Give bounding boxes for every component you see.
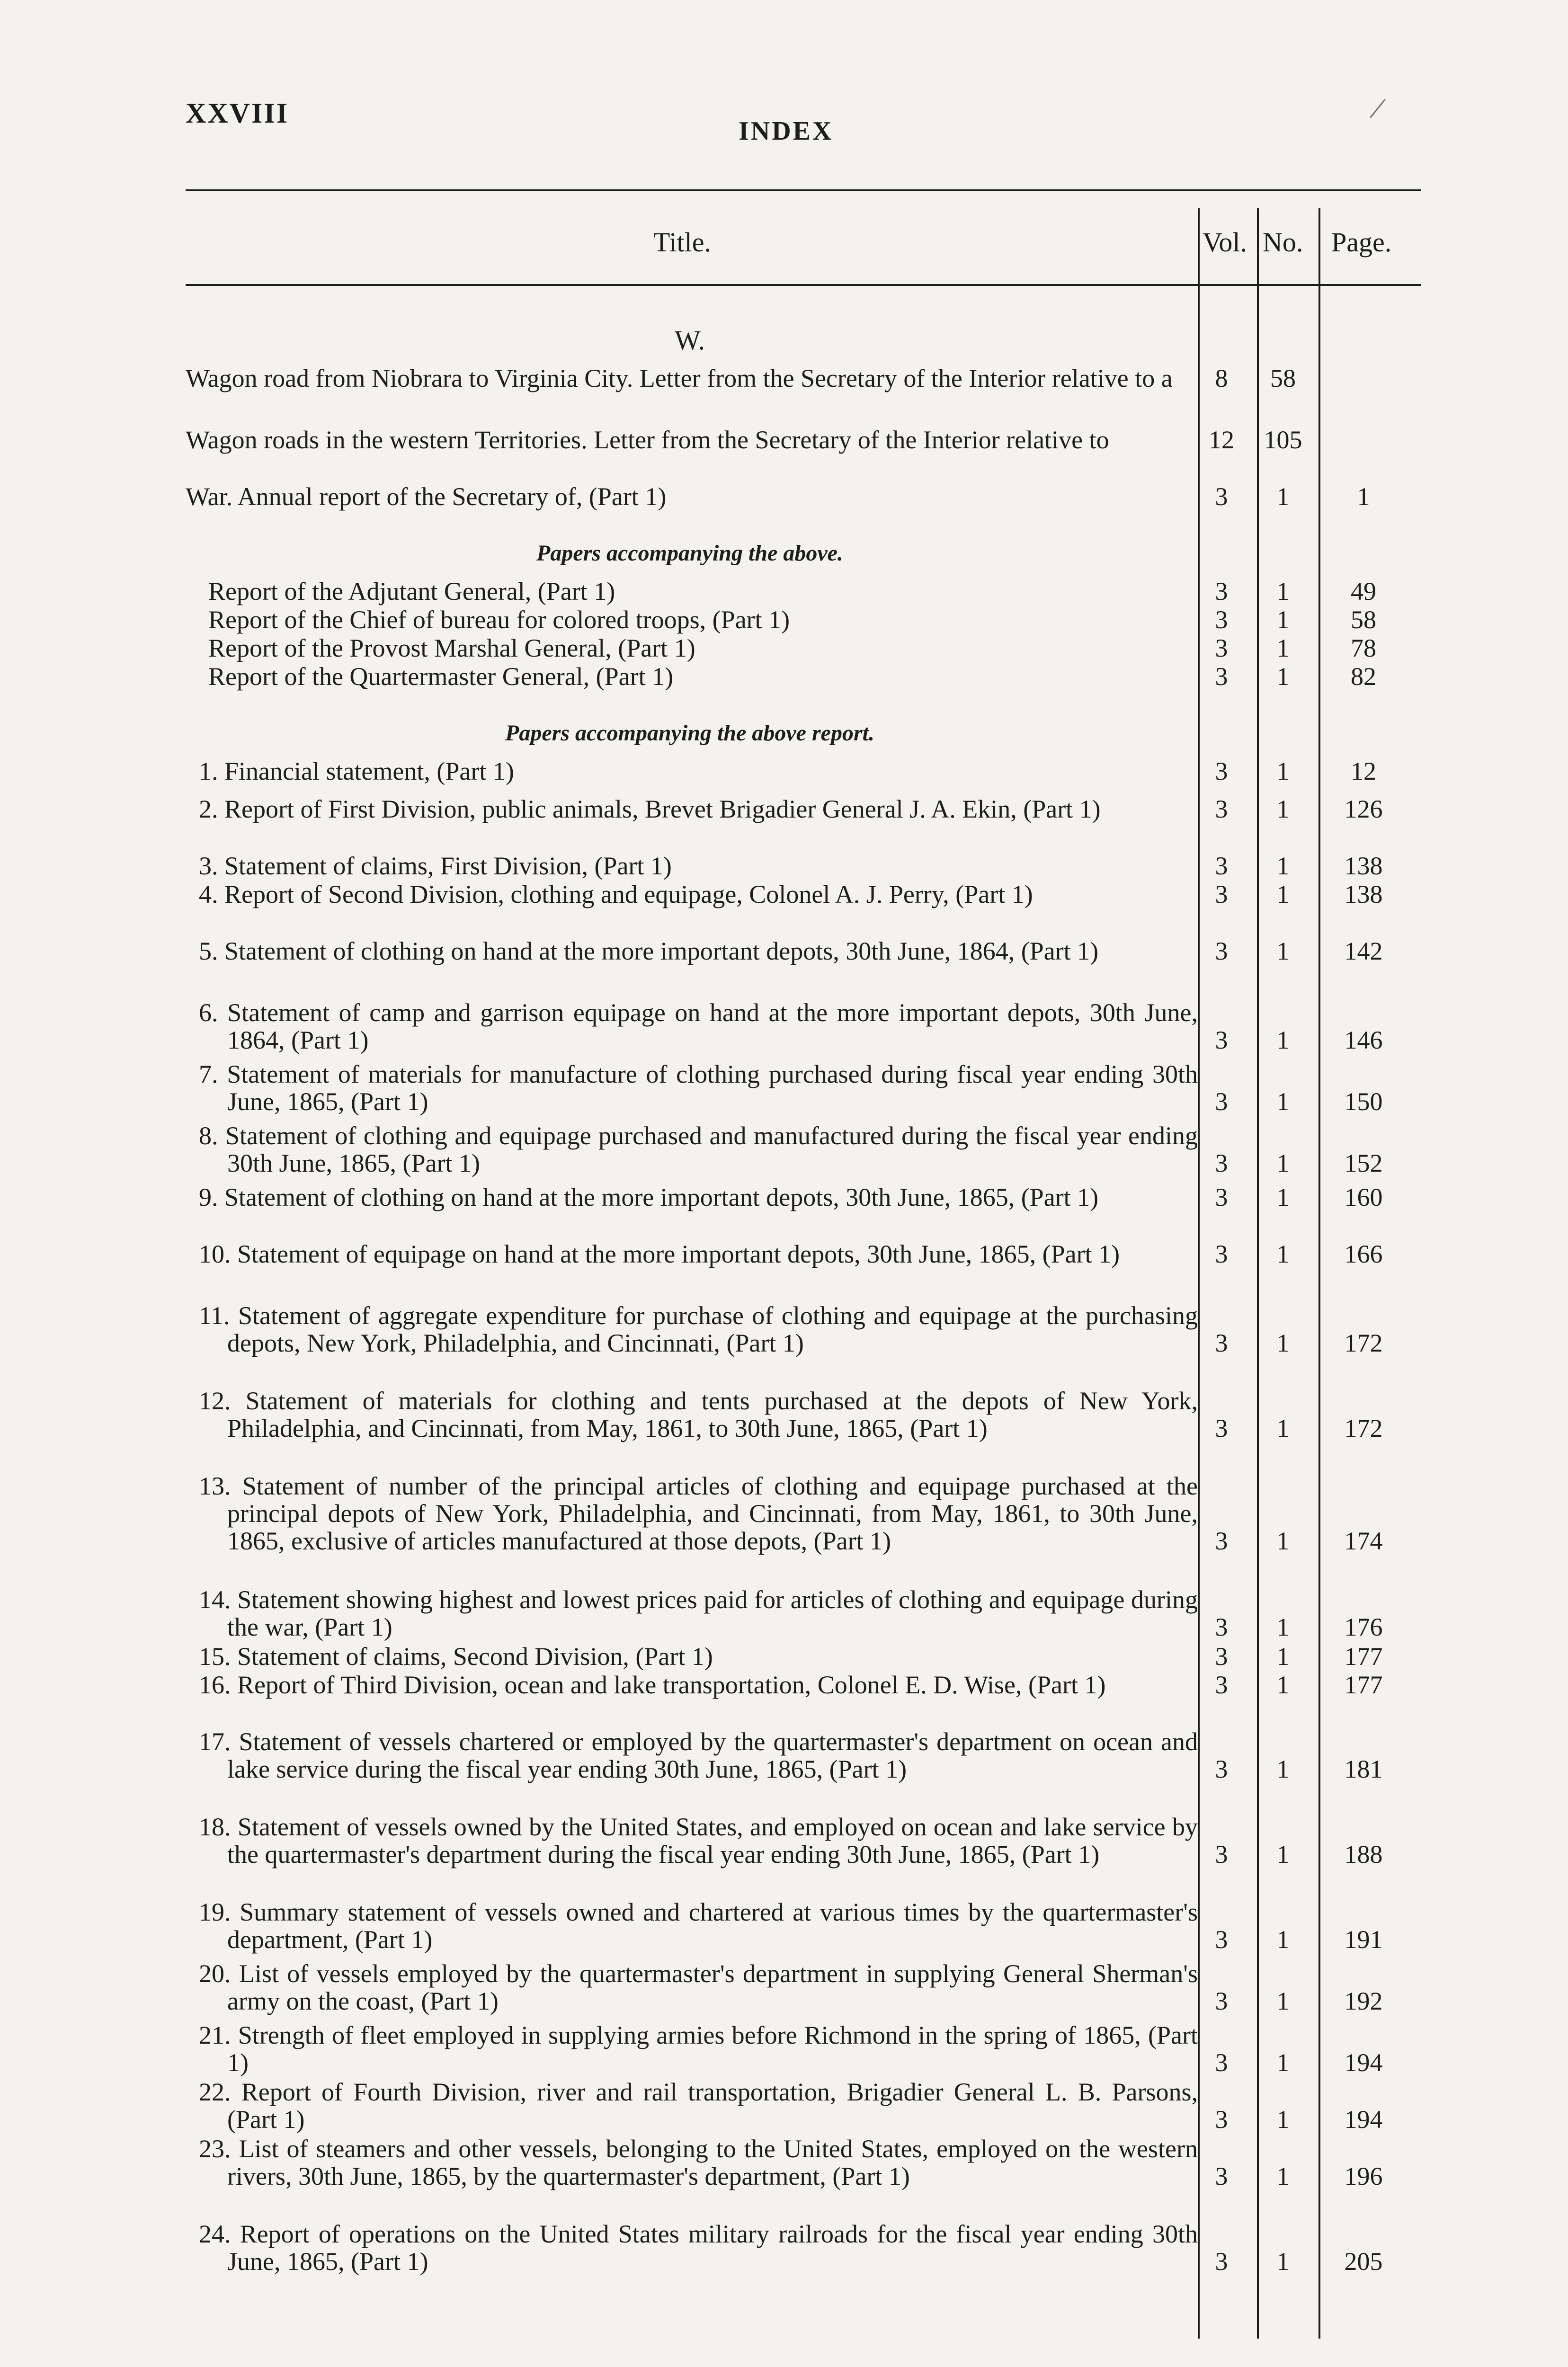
page-number: 150 <box>1344 1087 1383 1116</box>
volume-number: 3 <box>1215 605 1228 634</box>
document-number: 1 <box>1276 1987 1290 2015</box>
entry-title: 24. Report of operations on the United States military railroads for the fiscal year ending 30th June, 1865, (Part 1) <box>199 2220 1198 2276</box>
entry-title: Report of the Provost Marshal General, (Part 1) <box>208 634 695 662</box>
volume-number: 3 <box>1215 1527 1228 1555</box>
volume-number: 3 <box>1215 2048 1228 2077</box>
page-number: 78 <box>1351 634 1376 662</box>
page-number: 176 <box>1344 1613 1383 1641</box>
document-number: 1 <box>1276 757 1290 785</box>
entry-title: 10. Statement of equipage on hand at the more important depots, 30th June, 1865, (Part 1) <box>199 1240 1120 1268</box>
page-number: 172 <box>1344 1329 1383 1357</box>
entry-title: 23. List of steamers and other vessels, belonging to the United States, employed on the western rivers, 30th June, 1865, by the quartermaster's department, (Part 1) <box>199 2135 1198 2190</box>
entry-title: 9. Statement of clothing on hand at the more important depots, 30th June, 1865, (Part 1) <box>199 1183 1099 1211</box>
document-number: 1 <box>1276 880 1290 908</box>
page-number: 192 <box>1344 1987 1383 2015</box>
volume-number: 3 <box>1215 2162 1228 2190</box>
volume-number: 8 <box>1215 364 1228 392</box>
volume-number: 3 <box>1215 795 1228 823</box>
document-number: 1 <box>1276 634 1290 662</box>
volume-number: 3 <box>1215 1925 1228 1954</box>
entry-title: Wagon road from Niobrara to Virginia City. Letter from the Secretary of the Interior relative to a <box>186 364 1173 392</box>
volume-number: 3 <box>1215 482 1228 511</box>
document-number: 1 <box>1276 1671 1290 1699</box>
entry-title: Report of the Chief of bureau for colored troops, (Part 1) <box>208 605 790 634</box>
volume-number: 3 <box>1215 757 1228 785</box>
entry-title: 14. Statement showing highest and lowest prices paid for articles of clothing and equipage during the war, (Part 1) <box>199 1585 1198 1641</box>
heading-text: Papers accompanying the above. <box>536 541 843 566</box>
entry-title: Report of the Adjutant General, (Part 1) <box>208 577 615 605</box>
entry-title: War. Annual report of the Secretary of, (Part 1) <box>186 482 667 511</box>
document-number: 1 <box>1276 1414 1290 1442</box>
page-number: 82 <box>1351 662 1376 691</box>
heading-text: W. <box>675 325 705 356</box>
document-number: 1 <box>1276 852 1290 880</box>
volume-number: 3 <box>1215 852 1228 880</box>
entry-title: 13. Statement of number of the principal articles of clothing and equipage purchased at the principal depots of New York, Philadelphia, and Cincinnati, from May, 1861, to 30th June, 1865, exclusive of articles manufactured at those depots, (Part 1) <box>199 1472 1198 1555</box>
page-number: 166 <box>1344 1240 1383 1268</box>
page-number: 194 <box>1344 2048 1383 2077</box>
page-number: 188 <box>1344 1840 1383 1869</box>
entry-title: 20. List of vessels employed by the quartermaster's department in supplying General Sherman's army on the coast, (Part 1) <box>199 1959 1198 2015</box>
volume-number: 3 <box>1215 577 1228 605</box>
column-header-no: No. <box>1263 227 1303 258</box>
page-number: 205 <box>1344 2247 1383 2276</box>
running-title: INDEX <box>739 116 834 146</box>
document-number: 105 <box>1264 426 1302 454</box>
document-number: 1 <box>1276 1527 1290 1555</box>
page-number: 12 <box>1351 757 1376 785</box>
column-header-page: Page. <box>1331 227 1392 258</box>
entry-title: 21. Strength of fleet employed in supplying armies before Richmond in the spring of 1865, (Part 1) <box>199 2021 1198 2077</box>
document-number: 1 <box>1276 1240 1290 1268</box>
document-number: 1 <box>1276 937 1290 965</box>
vol-column-divider <box>1198 208 1200 2339</box>
margin-mark: / <box>1367 90 1389 128</box>
volume-number: 12 <box>1209 426 1234 454</box>
page-number: 196 <box>1344 2162 1383 2190</box>
document-number: 1 <box>1276 1925 1290 1954</box>
document-number: 1 <box>1276 605 1290 634</box>
document-number: 1 <box>1276 1329 1290 1357</box>
no-column-divider <box>1257 208 1259 2339</box>
volume-number: 3 <box>1215 1613 1228 1641</box>
page-number: 152 <box>1344 1149 1383 1177</box>
page-number: 177 <box>1344 1642 1383 1671</box>
volume-number: 3 <box>1215 1087 1228 1116</box>
volume-number: 3 <box>1215 1642 1228 1671</box>
page-number: 191 <box>1344 1925 1383 1954</box>
document-number: 1 <box>1276 2247 1290 2276</box>
document-number: 1 <box>1276 2048 1290 2077</box>
document-number: 1 <box>1276 577 1290 605</box>
document-number: 1 <box>1276 1026 1290 1054</box>
document-number: 58 <box>1270 364 1296 392</box>
entry-title: 12. Statement of materials for clothing and tents purchased at the depots of New York, Philadelphia, and Cincinnati, from May, 1861, to 30th June, 1865, (Part 1) <box>199 1387 1198 1442</box>
column-header-title: Title. <box>653 227 711 258</box>
entry-title: 11. Statement of aggregate expenditure for purchase of clothing and equipage at the purchasing depots, New York, Philadelphia, and Cincinnati, (Part 1) <box>199 1301 1198 1357</box>
document-number: 1 <box>1276 1755 1290 1783</box>
page-number: 138 <box>1344 880 1383 908</box>
page-number: 160 <box>1344 1183 1383 1211</box>
entry-title: 2. Report of First Division, public animals, Brevet Brigadier General J. A. Ekin, (Part 1) <box>199 795 1101 823</box>
document-number: 1 <box>1276 1642 1290 1671</box>
volume-number: 3 <box>1215 1183 1228 1211</box>
volume-number: 3 <box>1215 880 1228 908</box>
document-number: 1 <box>1276 1183 1290 1211</box>
document-number: 1 <box>1276 1149 1290 1177</box>
document-number: 1 <box>1276 795 1290 823</box>
volume-number: 3 <box>1215 2105 1228 2134</box>
volume-number: 3 <box>1215 634 1228 662</box>
volume-number: 3 <box>1215 1671 1228 1699</box>
entry-title: 18. Statement of vessels owned by the United States, and employed on ocean and lake service by the quartermaster's department during the fiscal year ending 30th June, 1865, (Part 1) <box>199 1813 1198 1869</box>
volume-number: 3 <box>1215 1840 1228 1869</box>
volume-number: 3 <box>1215 662 1228 691</box>
roman-page-number: XXVIII <box>186 98 289 129</box>
document-number: 1 <box>1276 1087 1290 1116</box>
entry-title: 5. Statement of clothing on hand at the more important depots, 30th June, 1864, (Part 1) <box>199 937 1099 965</box>
page-number: 58 <box>1351 605 1376 634</box>
page-number: 181 <box>1344 1755 1383 1783</box>
document-number: 1 <box>1276 2162 1290 2190</box>
column-header-vol: Vol. <box>1203 227 1247 258</box>
page-number: 172 <box>1344 1414 1383 1442</box>
entry-title: 1. Financial statement, (Part 1) <box>199 757 514 785</box>
entry-title: Report of the Quartermaster General, (Part 1) <box>208 662 674 691</box>
volume-number: 3 <box>1215 1026 1228 1054</box>
entry-title: 22. Report of Fourth Division, river and rail transportation, Brigadier General L. B. Parsons, (Part 1) <box>199 2078 1198 2134</box>
entry-title: 6. Statement of camp and garrison equipage on hand at the more important depots, 30th June, 1864, (Part 1) <box>199 998 1198 1054</box>
header-bottom-rule <box>186 284 1421 286</box>
page-number: 146 <box>1344 1026 1383 1054</box>
heading-text: Papers accompanying the above report. <box>505 721 874 746</box>
volume-number: 3 <box>1215 937 1228 965</box>
entry-title: 16. Report of Third Division, ocean and lake transportation, Colonel E. D. Wise, (Part 1) <box>199 1671 1106 1699</box>
document-number: 1 <box>1276 1613 1290 1641</box>
entry-title: 4. Report of Second Division, clothing and equipage, Colonel A. J. Perry, (Part 1) <box>199 880 1033 908</box>
volume-number: 3 <box>1215 1149 1228 1177</box>
volume-number: 3 <box>1215 1414 1228 1442</box>
document-number: 1 <box>1276 662 1290 691</box>
volume-number: 3 <box>1215 1987 1228 2015</box>
page-number: 1 <box>1357 482 1370 511</box>
document-number: 1 <box>1276 482 1290 511</box>
page-number: 177 <box>1344 1671 1383 1699</box>
page-number: 126 <box>1344 795 1383 823</box>
page-number: 142 <box>1344 937 1383 965</box>
table-top-rule <box>186 189 1421 191</box>
entry-title: 17. Statement of vessels chartered or employed by the quartermaster's department on ocean and lake service during the fiscal year ending 30th June, 1865, (Part 1) <box>199 1727 1198 1783</box>
volume-number: 3 <box>1215 1240 1228 1268</box>
entry-title: Wagon roads in the western Territories. Letter from the Secretary of the Interior relative to <box>186 426 1109 454</box>
volume-number: 3 <box>1215 1755 1228 1783</box>
page-column-divider <box>1319 208 1320 2339</box>
document-number: 1 <box>1276 2105 1290 2134</box>
volume-number: 3 <box>1215 1329 1228 1357</box>
document-number: 1 <box>1276 1840 1290 1869</box>
entry-title: 7. Statement of materials for manufacture of clothing purchased during fiscal year ending 30th June, 1865, (Part 1) <box>199 1060 1198 1116</box>
entry-title: 8. Statement of clothing and equipage purchased and manufactured during the fiscal year ending 30th June, 1865, (Part 1) <box>199 1121 1198 1177</box>
volume-number: 3 <box>1215 2247 1228 2276</box>
page-number: 138 <box>1344 852 1383 880</box>
page-number: 49 <box>1351 577 1376 605</box>
entry-title: 15. Statement of claims, Second Division, (Part 1) <box>199 1642 713 1671</box>
page-number: 174 <box>1344 1527 1383 1555</box>
entry-title: 19. Summary statement of vessels owned and chartered at various times by the quartermaster's department, (Part 1) <box>199 1898 1198 1954</box>
page-number: 194 <box>1344 2105 1383 2134</box>
entry-title: 3. Statement of claims, First Division, (Part 1) <box>199 852 672 880</box>
